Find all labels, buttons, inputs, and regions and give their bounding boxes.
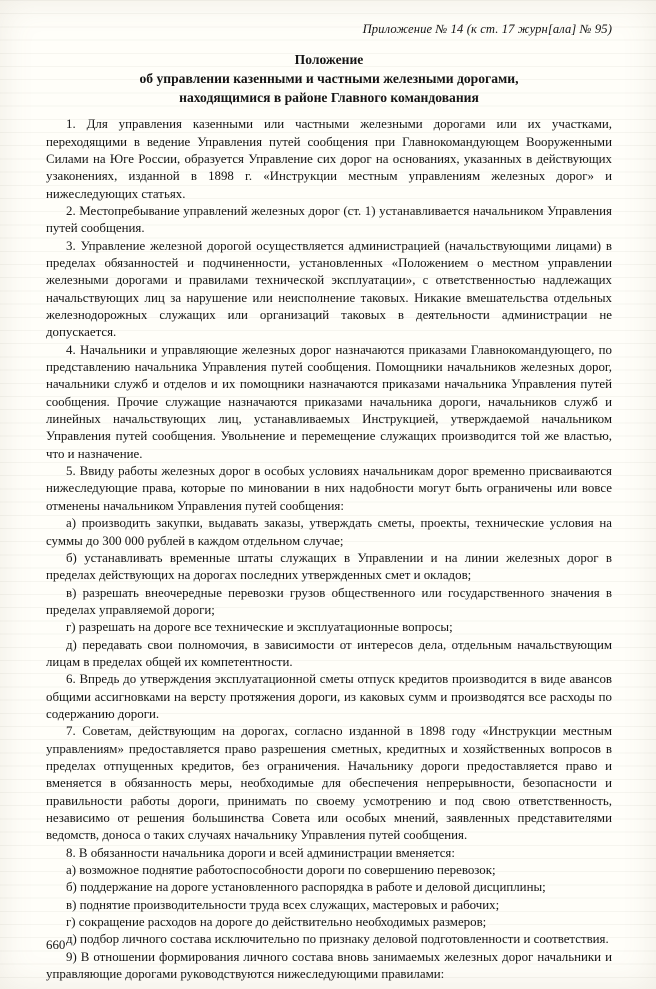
paragraph-item-g: г) разрешать на дороге все технические и эксплуатационные вопросы; — [66, 620, 453, 635]
page-number: 660 — [46, 938, 66, 952]
paragraph: 1. Для управления казенными или частными железными дорогами или их участками, переходящими в ведение Управления путей сообщения при Главнокомандующем Вооруженными Силами на Юге России, образуется Управление сих дорог на основаниях, указанных в действующих узаконениях, изданной в 1898 г. «Инструкции местным управлениям железных дорог» и нижеследующих статьях. — [46, 117, 612, 201]
paragraph-item-b-2: б) поддержание на дороге установленного распорядка в работе и деловой дисциплины; — [66, 880, 546, 895]
document-body — [46, 116, 612, 983]
paragraph-item-d-2: д) подбор личного состава исключительно по признаку деловой подготовленности и соответствия. — [66, 932, 609, 947]
paragraph-item-b: б) устанавливать временные штаты служащих в Управлении и на линии железных дорог в пределах действующих на дорогах последних утвержденных смет и окладов; — [46, 550, 612, 583]
page-title — [46, 51, 612, 107]
title-line-2: об управлении казенными и частными железными дорогами, — [139, 70, 519, 86]
paragraph-item-v-2: в) поднятие производительности труда всех служащих, мастеровых и рабочих; — [66, 897, 500, 912]
paragraph: 6. Впредь до утверждения эксплуатационной сметы отпуск кредитов производится в виде авансов общими ассигновками на версту протяжения дороги, из каковых сумм и производятся все расходы по содержанию дороги. — [46, 672, 612, 721]
paragraph-item-a: а) производить закупки, выдавать заказы, утверждать сметы, проекты, технические условия на суммы до 300 000 рублей в каждом отдельном случае; — [46, 516, 612, 548]
paragraph: 4. Начальники и управляющие железных дорог назначаются приказами Главнокомандующего, по представлению начальника Управления путей сообщения. Помощники начальников железных дорог, начальники служб и отделов и их помощники назначаются приказами начальника Управления путей сообщения. Прочие служащие назначаются приказами начальника дороги, начальников служб и линейных начальствующих лиц, устанавливаемых Инструкцией, утверждаемой начальником Управления путей сообщения. Увольнение и перемещение служащих производится той же властью, что и назначение. — [46, 342, 612, 461]
page-header-note: Приложение № 14 (к ст. 17 журн[ала] № 95) — [362, 22, 612, 36]
paragraph: 3. Управление железной дорогой осуществляется администрацией (начальствующими лицами) в пределах обязанностей и подчиненности, установленных «Положением о местном управлении железными дорогами и правилами технической эксплуатации», с ответственностью надлежащих начальствующих лиц за нарушение или неисполнение таковых. Никакие вмешательства отдельных железнодорожных служащих или организаций таковых в деятельности администрации не допускается. — [46, 238, 612, 340]
paragraph: 5. Ввиду работы железных дорог в особых условиях начальникам дорог временно присваиваются нижеследующие права, которые по миновании в них надобности могут быть ограничены или вовсе отменены начальником Управления путей сообщения: — [46, 464, 612, 513]
paragraph: 7. Советам, действующим на дорогах, согласно изданной в 1898 году «Инструкции местным управлениям» предоставляется право разрешения сметных, кредитных и хозяйственных вопросов в пределах отпущенных кредитов, без ограничения. Начальнику дороги предоставляется право и вменяется в обязанность меры, необходимые для обеспечения непрерывности, безопасности и правильности работы дороги, принимать по своему усмотрению и под свою ответственность, независимо от решения большинства Совета или особых мнений, заявленных представителями ведомств, доноса о таких случаях начальнику Управления путей сообщения. — [46, 724, 612, 843]
paragraph: 9) В отношении формирования личного состава вновь занимаемых железных дорог начальники и управляющие дорогами руководствуются нижеследующими правилами: — [46, 949, 612, 982]
paragraph-item-a-2: а) возможное поднятие работоспособности дороги по совершению перевозок; — [66, 863, 496, 878]
document-page — [46, 22, 612, 982]
paragraph-item-g-2: г) сокращение расходов на дороге до действительно необходимых размеров; — [66, 915, 487, 930]
paragraph-item-v: в) разрешать внеочередные перевозки грузов общественного или государственного значения в пределах управляемой дороги; — [46, 585, 612, 617]
paragraph-item-d: д) передавать свои полномочия, в зависимости от интересов дела, отдельным начальствующим лицам в пределах общей их компетентности. — [46, 637, 612, 669]
paragraph: 2. Местопребывание управлений железных дорог (ст. 1) устанавливается начальником Управления путей сообщения. — [46, 203, 612, 236]
paragraph: 8. В обязанности начальника дороги и всей администрации вменяется: — [66, 845, 455, 860]
title-line-1: Положение — [294, 52, 364, 67]
title-line-3: находящимися в районе Главного командования — [179, 89, 479, 105]
